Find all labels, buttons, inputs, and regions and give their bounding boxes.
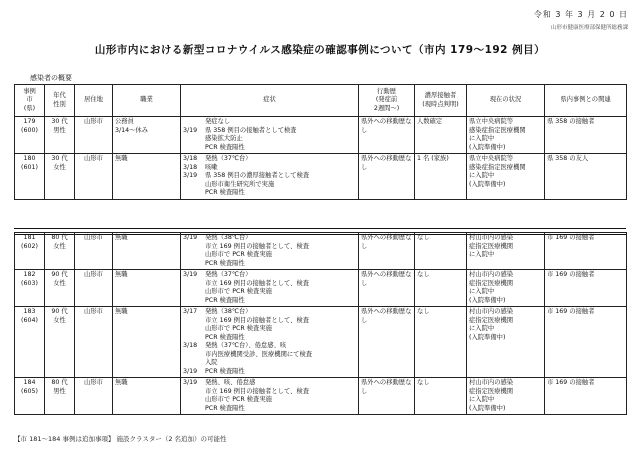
residence-cell: 山形市 — [75, 307, 113, 378]
sex: 女性 — [53, 163, 66, 171]
status-line: (入院準備中) — [469, 180, 506, 188]
symptom-line — [183, 135, 356, 144]
symptom-date: 3/19 — [183, 379, 198, 386]
status-line: 症指定医療機関 — [469, 242, 514, 250]
case-number: 183 — [23, 308, 36, 315]
case-table-top — [14, 84, 627, 200]
close-contacts-cell: なし — [415, 307, 467, 378]
age-group: 80 代 — [51, 234, 68, 241]
symptom-text: 発熱（38℃台） — [205, 234, 252, 241]
age-group: 30 代 — [51, 118, 68, 125]
age-sex-cell — [45, 378, 75, 415]
symptom-text: PCR 検査陽性 — [205, 367, 245, 375]
status-line: 県立中央病院等 — [469, 155, 514, 162]
symptom-date: 3/18 — [183, 163, 198, 171]
symptom-line — [183, 234, 356, 243]
symptom-line — [183, 317, 356, 326]
status-line: に入院中 — [469, 396, 495, 403]
sex: 男性 — [53, 387, 66, 395]
col-symptoms: 症状 — [181, 85, 359, 117]
status-line: 村山市内の感染 — [469, 234, 514, 241]
case-table-bottom — [14, 232, 627, 415]
col-case-no — [15, 85, 45, 117]
relation-cell: 市 169 の接触者 — [545, 233, 627, 270]
symptom-line — [183, 164, 356, 173]
sex: 女性 — [53, 279, 66, 287]
close-contacts-cell: なし — [415, 378, 467, 415]
table-row — [15, 154, 627, 200]
sex: 女性 — [53, 242, 66, 250]
symptom-line — [183, 334, 356, 343]
symptom-text: 発熱、咳、倦怠感 — [205, 379, 256, 386]
document-title: 山形市内における新型コロナウイルス感染症の確認事例について（市内 179～192 例目） — [94, 44, 546, 56]
occupation-line: 無職 — [115, 379, 128, 386]
symptom-text: 発熱（37℃台） — [205, 155, 252, 162]
case-number: 179 — [23, 118, 36, 125]
symptom-line — [183, 368, 356, 377]
status-line: に入院中 — [469, 251, 495, 258]
symptom-text: 感染拡大防止 — [205, 135, 243, 142]
pref-case-number: (601) — [21, 163, 38, 171]
symptom-text: 発熱（37℃台） — [205, 271, 252, 278]
col-contacts: 濃厚接触者 (現時点判明) — [415, 85, 467, 117]
symptom-text: 発熱（37℃台）、倦怠感、咳 — [205, 342, 287, 349]
residence-cell: 山形市 — [75, 270, 113, 307]
age-group: 80 代 — [51, 379, 68, 386]
symptom-line — [183, 308, 356, 317]
age-sex-cell — [45, 307, 75, 378]
col-case-no-sub: 市 (県) — [23, 96, 36, 112]
age-sex-cell — [45, 117, 75, 154]
status-line: 村山市内の感染 — [469, 308, 514, 315]
symptoms-cell — [181, 307, 359, 378]
symptom-text: 市立 169 例目の接触者として、検査 — [205, 242, 310, 250]
symptom-text: 市立 169 例目の接触者として、検査 — [205, 316, 310, 324]
close-contacts-cell: 1 名 (家族) — [415, 154, 467, 200]
table-row — [15, 117, 627, 154]
symptom-line — [183, 388, 356, 397]
symptom-text: 山形市で PCR 検査実施 — [205, 396, 272, 403]
symptom-text: PCR 検査陽性 — [205, 333, 245, 341]
symptom-text: 県 358 例目の接触者として検査 — [205, 126, 297, 134]
table-row — [15, 270, 627, 307]
occupation-cell — [113, 270, 181, 307]
symptom-line — [183, 396, 356, 405]
residence-cell: 山形市 — [75, 154, 113, 200]
residence-cell: 山形市 — [75, 378, 113, 415]
symptoms-cell — [181, 270, 359, 307]
case-number: 184 — [23, 379, 36, 386]
symptom-date: 3/18 — [183, 155, 198, 162]
symptom-line — [183, 297, 356, 306]
age-sex-cell — [45, 270, 75, 307]
current-status-cell — [467, 270, 545, 307]
symptom-text: 発症なし — [205, 118, 231, 125]
travel-history-cell: 県外への移動歴なし — [359, 233, 415, 270]
symptom-text: 山形市で PCR 検査実施 — [205, 251, 272, 258]
symptom-date: 3/19 — [183, 126, 198, 134]
age-group: 90 代 — [51, 308, 68, 315]
age-sex-cell — [45, 154, 75, 200]
status-line: 感染症指定医療機関 — [469, 163, 526, 171]
case-number-cell — [15, 233, 45, 270]
case-number-cell — [15, 154, 45, 200]
case-number-cell — [15, 307, 45, 378]
status-line: 県立中央病院等 — [469, 118, 514, 125]
relation-cell: 県 358 の接触者 — [545, 117, 627, 154]
col-case-no-label: 事例 — [23, 87, 36, 95]
case-number: 180 — [23, 155, 36, 162]
symptom-text: 市内医療機関受診、医療機関にて検査 — [205, 350, 313, 358]
status-line: に入院中 — [469, 288, 495, 295]
symptom-line — [183, 379, 356, 388]
symptom-date: 3/19 — [183, 367, 198, 375]
status-line: に入院中 — [469, 172, 495, 179]
pref-case-number: (605) — [21, 387, 38, 395]
status-line: 村山市内の感染 — [469, 379, 514, 386]
symptom-date: 3/19 — [183, 234, 198, 241]
age-group: 90 代 — [51, 271, 68, 278]
case-number-cell — [15, 117, 45, 154]
symptom-line — [183, 280, 356, 289]
symptom-line — [183, 172, 356, 181]
symptom-text: 市立 169 例目の接触者として、検査 — [205, 387, 310, 395]
symptom-line — [183, 271, 356, 280]
symptom-text: 咳嗽 — [205, 163, 218, 171]
col-occupation: 職業 — [113, 85, 181, 117]
symptom-date: 3/19 — [183, 172, 198, 179]
issuing-department: 山形市健康医療部保健所総務課 — [550, 25, 628, 31]
symptoms-cell — [181, 233, 359, 270]
col-status: 現在の状況 — [467, 85, 545, 117]
travel-history-cell: 県外への移動歴なし — [359, 117, 415, 154]
pref-case-number: (602) — [21, 242, 38, 250]
close-contacts-cell: なし — [415, 233, 467, 270]
pref-case-number: (603) — [21, 279, 38, 287]
travel-history-cell: 県外への移動歴なし — [359, 270, 415, 307]
current-status-cell — [467, 307, 545, 378]
symptoms-cell — [181, 378, 359, 415]
symptom-line — [183, 155, 356, 164]
case-number: 182 — [23, 271, 36, 278]
symptom-line — [183, 127, 356, 136]
symptom-text: PCR 検査陽性 — [205, 189, 245, 196]
occupation-line: 3/14～休み — [115, 126, 149, 134]
symptom-text: PCR 検査陽性 — [205, 404, 245, 412]
occupation-line: 無職 — [115, 308, 128, 315]
close-contacts-cell: 人数確定 — [415, 117, 467, 154]
table-row — [15, 307, 627, 378]
document-date: 令和 3 年 3 月 2 0 日 — [533, 10, 628, 19]
occupation-cell — [113, 233, 181, 270]
pref-case-number: (604) — [21, 316, 38, 324]
status-line: (入院準備中) — [469, 296, 506, 304]
pref-case-number: (600) — [21, 126, 38, 134]
symptom-text: PCR 検査陽性 — [205, 296, 245, 304]
travel-history-cell: 県外への移動歴なし — [359, 378, 415, 415]
symptom-line — [183, 189, 356, 198]
case-rows-bottom — [15, 233, 627, 415]
symptom-text: 発熱（38℃台） — [205, 308, 252, 315]
symptom-text: 市立 169 例目の接触者として、検査 — [205, 279, 310, 287]
relation-cell: 市 169 の接触者 — [545, 270, 627, 307]
status-line: 症指定医療機関 — [469, 316, 514, 324]
footer-note: 【市 181～184 事例は追加事項】 施設クラスター（2 名追加）の可能性 — [14, 435, 227, 443]
symptom-date: 3/19 — [183, 271, 198, 278]
symptom-text: PCR 検査陽性 — [205, 259, 245, 267]
case-number-cell — [15, 270, 45, 307]
symptom-line — [183, 260, 356, 269]
sex: 男性 — [53, 126, 66, 134]
occupation-cell — [113, 307, 181, 378]
symptom-line — [183, 351, 356, 360]
symptom-date: 3/17 — [183, 308, 198, 315]
symptom-text: 入院 — [205, 359, 218, 366]
status-line: に入院中 — [469, 135, 495, 142]
symptom-text: PCR 検査陽性 — [205, 143, 245, 151]
occupation-line: 公務員 — [115, 118, 134, 125]
occupation-line: 無職 — [115, 271, 128, 278]
table-row — [15, 233, 627, 270]
relation-cell: 県 358 の友人 — [545, 154, 627, 200]
col-relation: 県内事例との関連 — [545, 85, 627, 117]
status-line: 症指定医療機関 — [469, 387, 514, 395]
symptoms-cell — [181, 117, 359, 154]
occupation-line: 無職 — [115, 155, 128, 162]
symptom-line — [183, 342, 356, 351]
case-rows-top — [15, 117, 627, 200]
status-line: 村山市内の感染 — [469, 271, 514, 278]
case-number: 181 — [23, 234, 36, 241]
symptom-line — [183, 181, 356, 190]
symptom-text: 山形市で PCR 検査実施 — [205, 288, 272, 295]
status-line: (入院準備中) — [469, 333, 506, 341]
current-status-cell — [467, 117, 545, 154]
travel-history-cell: 県外への移動歴なし — [359, 307, 415, 378]
symptom-line — [183, 118, 356, 127]
symptom-line — [183, 359, 356, 368]
relation-cell: 市 169 の接触者 — [545, 307, 627, 378]
col-age-sex: 年代 性別 — [45, 85, 75, 117]
symptom-line — [183, 405, 356, 414]
symptoms-cell — [181, 154, 359, 200]
symptom-text: 山形市衛生研究所で実施 — [205, 180, 275, 188]
symptom-line — [183, 325, 356, 334]
close-contacts-cell: なし — [415, 270, 467, 307]
symptom-text: 山形市で PCR 検査実施 — [205, 325, 272, 332]
current-status-cell — [467, 154, 545, 200]
status-line: に入院中 — [469, 325, 495, 332]
symptom-date: 3/18 — [183, 342, 198, 349]
symptom-line — [183, 144, 356, 153]
status-line: 感染症指定医療機関 — [469, 126, 526, 134]
col-travel: 行動歴 (発症前 2週間～) — [359, 85, 415, 117]
occupation-cell — [113, 117, 181, 154]
symptom-text: 県 358 例目の濃厚接触者として検査 — [205, 172, 310, 179]
travel-history-cell: 県外への移動歴なし — [359, 154, 415, 200]
residence-cell: 山形市 — [75, 117, 113, 154]
relation-cell: 市 169 の接触者 — [545, 378, 627, 415]
col-residence: 居住地 — [75, 85, 113, 117]
current-status-cell — [467, 378, 545, 415]
occupation-cell — [113, 378, 181, 415]
status-line: 症指定医療機関 — [469, 279, 514, 287]
symptom-line — [183, 288, 356, 297]
age-group: 30 代 — [51, 155, 68, 162]
occupation-line: 無職 — [115, 234, 128, 241]
symptom-line — [183, 243, 356, 252]
table-row — [15, 378, 627, 415]
table-break-rule — [14, 228, 626, 229]
residence-cell: 山形市 — [75, 233, 113, 270]
symptom-line — [183, 251, 356, 260]
current-status-cell — [467, 233, 545, 270]
occupation-cell — [113, 154, 181, 200]
status-line: (入院準備中) — [469, 143, 506, 151]
status-line: (入院準備中) — [469, 404, 506, 412]
sex: 女性 — [53, 316, 66, 324]
section-label: 感染者の概要 — [30, 74, 72, 82]
case-number-cell — [15, 378, 45, 415]
age-sex-cell — [45, 233, 75, 270]
